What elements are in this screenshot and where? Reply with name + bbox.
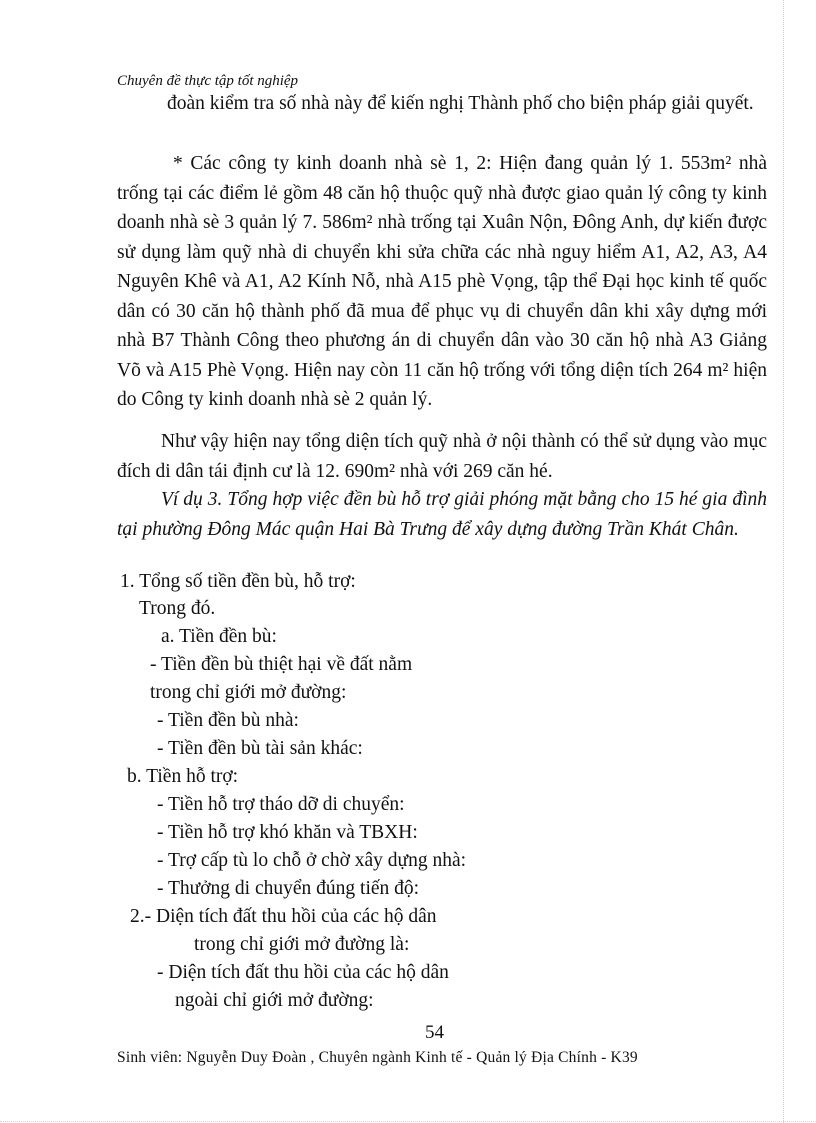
list-item: - Tiền đền bù nhà: (157, 710, 299, 731)
list-item: - Tiền hỗ trợ khó khăn và TBXH: (157, 822, 418, 843)
list-item: trong chỉ giới mở đường: (150, 682, 347, 703)
page-margin-guide (783, 0, 784, 1123)
list-item: ngoài chỉ giới mở đường: (175, 990, 374, 1011)
list-item: - Tiền đền bù thiệt hại về đất nằm (150, 654, 413, 675)
page-bottom-guide (0, 1121, 816, 1122)
paragraph-1: đoàn kiểm tra số nhà này để kiến nghị Thành phố cho biện pháp giải quyết. (167, 93, 754, 114)
list-item: 1. Tổng số tiền đền bù, hỗ trợ: (120, 571, 356, 592)
paragraph-example: Ví dụ 3. Tổng hợp việc đền bù hỗ trợ giải phóng mặt bằng cho 15 hé gia đình tại phường Đông Mác quận Hai Bà Trưng để xây dựng đường Trần Khát Chân. (117, 489, 767, 540)
paragraph-2: * Các công ty kinh doanh nhà sè 1, 2: Hiện đang quản lý 1. 553m² nhà trống tại các điểm lẻ gồm 48 căn hộ thuộc quỹ nhà được giao quản lý công ty kinh doanh nhà sè 3 quản lý 7. 586m² nhà trống tại Xuân Nộn, Đông Anh, dự kiến được sử dụng làm quỹ nhà di chuyển khi sửa chữa các nhà nguy hiểm A1, A2, A3, A4 Nguyên Khê và A1, A2 Kính Nỗ, nhà A15 phè Vọng, tập thể Đại học kinh tế quốc dân có 30 căn hộ thành phố đã mua để phục vụ di chuyển dân khi xây dựng mới nhà B7 Thành Công theo phương án di chuyển dân vào 30 căn hộ nhà A3 Giảng Võ và A15 Phè Vọng. Hiện nay còn 11 căn hộ trống với tổng diện tích 264 m² hiện do Công ty kinh doanh nhà sè 2 quản lý. (117, 153, 767, 410)
paragraph-3: Như vậy hiện nay tổng diện tích quỹ nhà ở nội thành có thể sử dụng vào mục đích di dân tái định cư là 12. 690m² nhà với 269 căn hé. (117, 431, 767, 482)
list-item: - Tiền đền bù tài sản khác: (157, 738, 363, 759)
running-footer: Sinh viên: Nguyễn Duy Đoàn , Chuyên ngành Kinh tế - Quản lý Địa Chính - K39 (117, 1049, 638, 1066)
list-item: Trong đó. (139, 598, 216, 619)
list-item: - Diện tích đất thu hồi của các hộ dân (157, 962, 449, 983)
page-number: 54 (425, 1022, 444, 1043)
list-item: - Tiền hỗ trợ tháo dỡ di chuyển: (157, 794, 405, 815)
running-header: Chuyên đề thực tập tốt nghiệp (117, 73, 299, 89)
list-item: - Thưởng di chuyển đúng tiến độ: (157, 878, 420, 899)
list-item: - Trợ cấp tù lo chỗ ở chờ xây dựng nhà: (157, 850, 467, 871)
list-item: 2.- Diện tích đất thu hồi của các hộ dân (130, 906, 437, 927)
list-item: b. Tiền hỗ trợ: (127, 766, 239, 787)
list-item: trong chỉ giới mở đường là: (194, 934, 410, 955)
list-item: a. Tiền đền bù: (161, 626, 277, 647)
